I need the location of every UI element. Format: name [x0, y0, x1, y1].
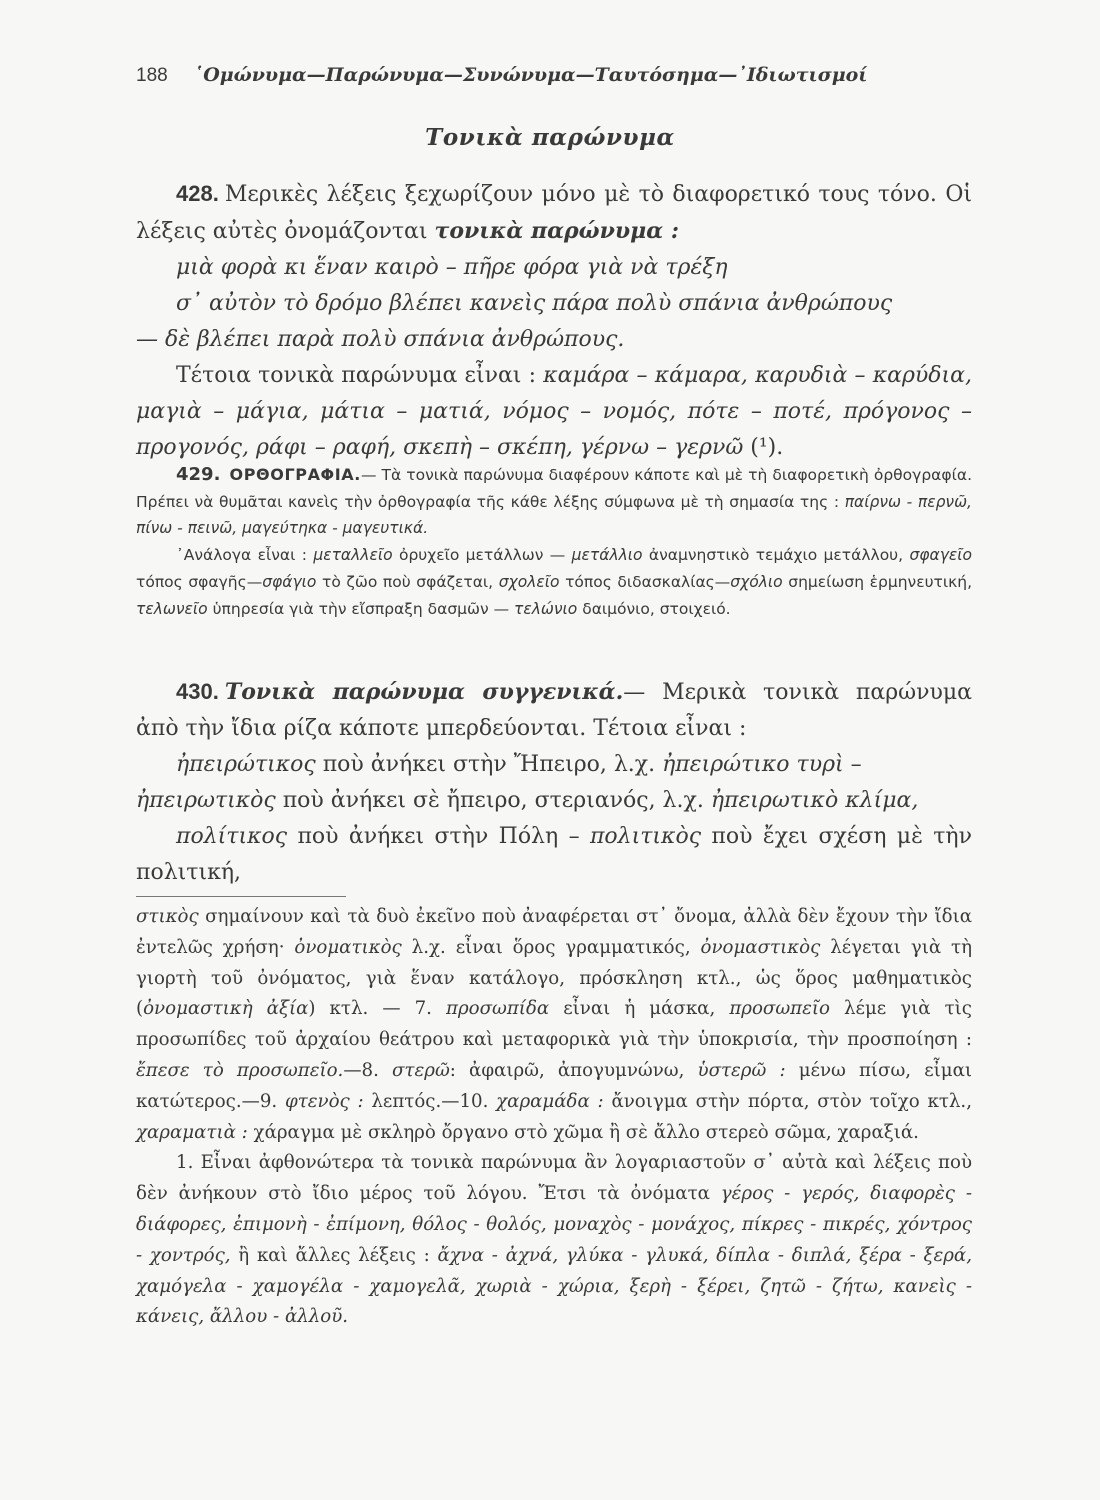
- term: ἠπειρώτικος: [176, 752, 316, 777]
- footnote-text: ἄνοιγμα στὴν πόρτα, στὸν τοῖχο κτλ.,: [603, 1090, 972, 1112]
- section-430: [136, 674, 972, 891]
- paragraph-text: ποὺ ἀνήκει στὴν Ἤπειρο, λ.χ.: [315, 752, 663, 777]
- footnote-text: ) κτλ. — 7.: [308, 998, 447, 1020]
- paragraph-text: τὸ ζῶο ποὺ σφάζεται,: [316, 572, 499, 591]
- paragraph-text: τόπος σφαγῆς—: [136, 572, 263, 591]
- footnote-ref: (¹).: [743, 435, 784, 460]
- footnote-text: λ.χ. εἶναι ὅρος γραμματικός,: [401, 936, 701, 958]
- term: πολίτικος: [176, 824, 288, 849]
- footnote-text: ἢ καὶ ἄλλες λέξεις :: [230, 1244, 438, 1266]
- term: τελωνεῖο: [136, 599, 208, 618]
- section-429: [136, 462, 972, 622]
- paragraph-text: ἀναμνηστικὸ τεμάχιο μετάλλου,: [642, 546, 910, 565]
- paragraph-text: σημείωση ἑρμηνευτική,: [782, 572, 973, 591]
- section-number-429: 429.: [176, 464, 221, 485]
- footnote-text: σημαίνουν καὶ τὰ δυὸ ἐκεῖνο ποὺ ἀναφέρεται στ᾿ ὄνομα, ἀλλὰ δὲν ἔχουν τὴν ἴδια ἐντελῶς χρήση·: [136, 906, 972, 958]
- paragraph-text: ᾿Ανάλογα εἶναι :: [176, 546, 314, 565]
- footnote-term: φτενὸς :: [284, 1090, 364, 1112]
- section-number-428: 428.: [176, 181, 219, 206]
- footnote-text: εἶναι ἡ μάσκα,: [549, 998, 730, 1020]
- section-428: [136, 176, 972, 466]
- paragraph-text: ποὺ ἀνήκει σὲ ἤπειρο, στεριανός, λ.χ.: [275, 788, 711, 813]
- footnote-term: ἔπεσε τὸ προσωπεῖο.: [136, 1059, 344, 1081]
- example-text: — δὲ βλέπει παρὰ πολὺ σπάνια ἀνθρώπους.: [136, 327, 625, 352]
- example-line: [136, 286, 972, 322]
- footnote-term: στερῶ: [392, 1059, 450, 1081]
- footnote-continued: [136, 902, 972, 1148]
- footnote-term: ὀνομαστικὸς: [700, 936, 821, 958]
- footnote-term: ὑστερῶ :: [697, 1059, 786, 1081]
- term: ἠπειρωτικὸς: [136, 788, 276, 813]
- term: τελώνιο: [514, 599, 578, 618]
- paragraph-text: ποὺ ἔχει σχέση μὲ τὴν πολιτική,: [136, 824, 972, 885]
- footnote-text: 1. Εἶναι ἀφθονώτερα τὰ τονικὰ παρώνυμα ἂν λογαριαστοῦν σ᾿ αὐτὰ καὶ λέξεις ποὺ δὲν ἀνήκουν στὸ ἴδιο μέρος τοῦ λόγου. Ἔτσι τὰ ὀνόματα: [136, 1152, 972, 1205]
- paragraph-text: — Τὰ τονικὰ παρώνυμα διαφέρουν κάποτε καὶ μὲ τὴ διαφορετικὴ ὀρθογραφία. Πρέπει νὰ θυμᾶται κανεὶς τὴν ὀρθογραφία τῆς κάθε λέξης σύμφωνα μὲ τὴ σημασία της :: [136, 466, 972, 511]
- footnote-text: λεπτός.—10.: [363, 1090, 497, 1112]
- paragraph-429-analogous: [136, 542, 972, 622]
- footnote-text: —8.: [343, 1059, 393, 1081]
- footnote-term: χαραμάδα :: [496, 1090, 604, 1112]
- term: σφαγεῖο: [909, 546, 972, 565]
- term: μεταλλεῖο: [313, 546, 393, 565]
- running-head: [136, 62, 966, 89]
- example-text: ἠπειρωτικὸ κλίμα,: [710, 788, 919, 813]
- paronym-list: καμάρα – κάμαρα, καρυδιὰ – καρύδια, μαγιὰ – μάγια, μάτια – ματιά, νόμος – νομός, πότε – ποτέ, πρόγονος – προγονός, ράφι – ραφή, σκεπὴ – σκέπη, γέρνω – γερνῶ: [136, 363, 973, 460]
- paragraph-428-list: [136, 358, 972, 466]
- example-line: [136, 322, 972, 358]
- page-number: 188: [136, 65, 168, 86]
- footnote-1: [136, 1148, 972, 1333]
- paragraph-text: –: [843, 752, 862, 777]
- paragraph-text: ὑπηρεσία γιὰ τὴν εἴσπραξη δασμῶν —: [207, 599, 515, 618]
- footnote-term: γέρος - γερός, διαφορὲς - διάφορες, ἐπιμονὴ - ἐπίμονη, θόλος - θολός, μοναχὸς - μονάχος, πίκρες - πικρές, χόντρος - χοντρός,: [136, 1183, 972, 1266]
- example-text: μιὰ φορὰ κι ἕναν καιρὸ – πῆρε φόρα γιὰ νὰ τρέξη: [176, 255, 728, 280]
- section-number-430: 430.: [176, 679, 219, 704]
- footnote-text: : ἀφαιρῶ, ἀπογυμνώνω,: [449, 1059, 698, 1081]
- example-text: ἠπειρώτικο τυρὶ: [662, 752, 844, 777]
- footnote-divider: [136, 896, 346, 897]
- running-title: ῾Ομώνυμα—Παρώνυμα—Συνώνυμα—Ταυτόσημα—᾿Ιδιωτισμοί: [193, 64, 868, 86]
- paragraph-429-orthography: [136, 462, 972, 542]
- footnote-text: μένω πίσω, εἶμαι κατώτερος.—9.: [136, 1059, 973, 1112]
- example-text: παίρνω - περνῶ, πίνω - πεινῶ, μαγεύτηκα - μαγευτικά.: [136, 492, 972, 538]
- orthography-heading: ΟΡΘΟΓΡΑΦΙΑ.: [229, 465, 361, 484]
- example-line: [136, 783, 972, 819]
- footnote-term: χαραματιὰ :: [136, 1121, 248, 1143]
- footnote-term: προσωπεῖο: [729, 998, 830, 1020]
- footnote-text: λέγεται γιὰ τὴ γιορτὴ τοῦ ὀνόματος, γιὰ ἕναν κατάλογο, πρόσκληση κτλ., ὡς ὅρος μαθηματικὸς (: [136, 936, 973, 1020]
- footnote-term: ὀνοματικὸς: [294, 936, 402, 958]
- term: πολιτικὸς: [589, 824, 702, 849]
- footnote-term: στικὸς: [136, 906, 199, 927]
- paragraph-text: Τέτοια τονικὰ παρώνυμα εἶναι :: [176, 363, 544, 388]
- paragraph-text: ποὺ ἀνήκει στὴν Πόλη –: [287, 824, 590, 849]
- footnote-text: χάραγμα μὲ σκληρὸ ὄργανο στὸ χῶμα ἢ σὲ ἄλλο στερεὸ σῶμα, χαραξιά.: [247, 1121, 919, 1143]
- footnote-text: λέμε γιὰ τὶς προσωπίδες τοῦ ἀρχαίου θεάτρου καὶ μεταφορικὰ γιὰ τὴν ὑποκρισία, τὴν προσποίηση :: [136, 998, 972, 1051]
- paragraph-text: — Μερικὰ τονικὰ παρώνυμα ἀπὸ τὴν ἴδια ρίζα κάποτε μπερδεύονται. Τέτοια εἶναι :: [136, 680, 972, 741]
- term: σφάγιο: [262, 572, 317, 591]
- term-tonika-paronyma: τονικὰ παρώνυμα :: [434, 218, 679, 244]
- term: σχόλιο: [730, 572, 783, 591]
- term: μετάλλιο: [571, 546, 643, 565]
- paragraph-text: Μερικὲς λέξεις ξεχωρίζουν μόνο μὲ τὸ διαφορετικό τους τόνο. Οἱ λέξεις αὐτὲς ὀνομάζονται: [136, 182, 972, 244]
- term: σχολεῖο: [498, 572, 560, 591]
- example-line: [136, 819, 972, 891]
- example-text: σ᾿ αὐτὸν τὸ δρόμο βλέπει κανεὶς πάρα πολὺ σπάνια ἀνθρώπους: [176, 291, 893, 316]
- paragraph-text: ὀρυχεῖο μετάλλων —: [392, 546, 572, 565]
- example-line: [136, 747, 972, 783]
- paragraph-428-intro: [136, 176, 972, 250]
- footnotes: [136, 902, 972, 1333]
- footnote-term: προσωπίδα: [446, 998, 550, 1020]
- paragraph-430-intro: [136, 674, 972, 747]
- section-430-title: Τονικὰ παρώνυμα συγγενικά.: [224, 679, 624, 705]
- paragraph-text: τόπος διδασκαλίας—: [559, 572, 731, 591]
- footnote-term: ὀνομαστικὴ ἀξία: [143, 998, 309, 1020]
- footnote-term: ἄχνα - ἀχνά, γλύκα - γλυκά, δίπλα - διπλά, ξέρα - ξερά, χαμόγελα - χαμογέλα - χαμογελᾶ, χωριὰ - χώρια, ξερὴ - ξέρει, ζητῶ - ζήτω, κανεὶς - κάνεις, ἄλλου - ἀλλοῦ.: [136, 1244, 972, 1328]
- paragraph-text: δαιμόνιο, στοιχειό.: [577, 599, 731, 618]
- example-line: [136, 250, 972, 286]
- section-title: Τονικὰ παρώνυμα: [425, 124, 675, 151]
